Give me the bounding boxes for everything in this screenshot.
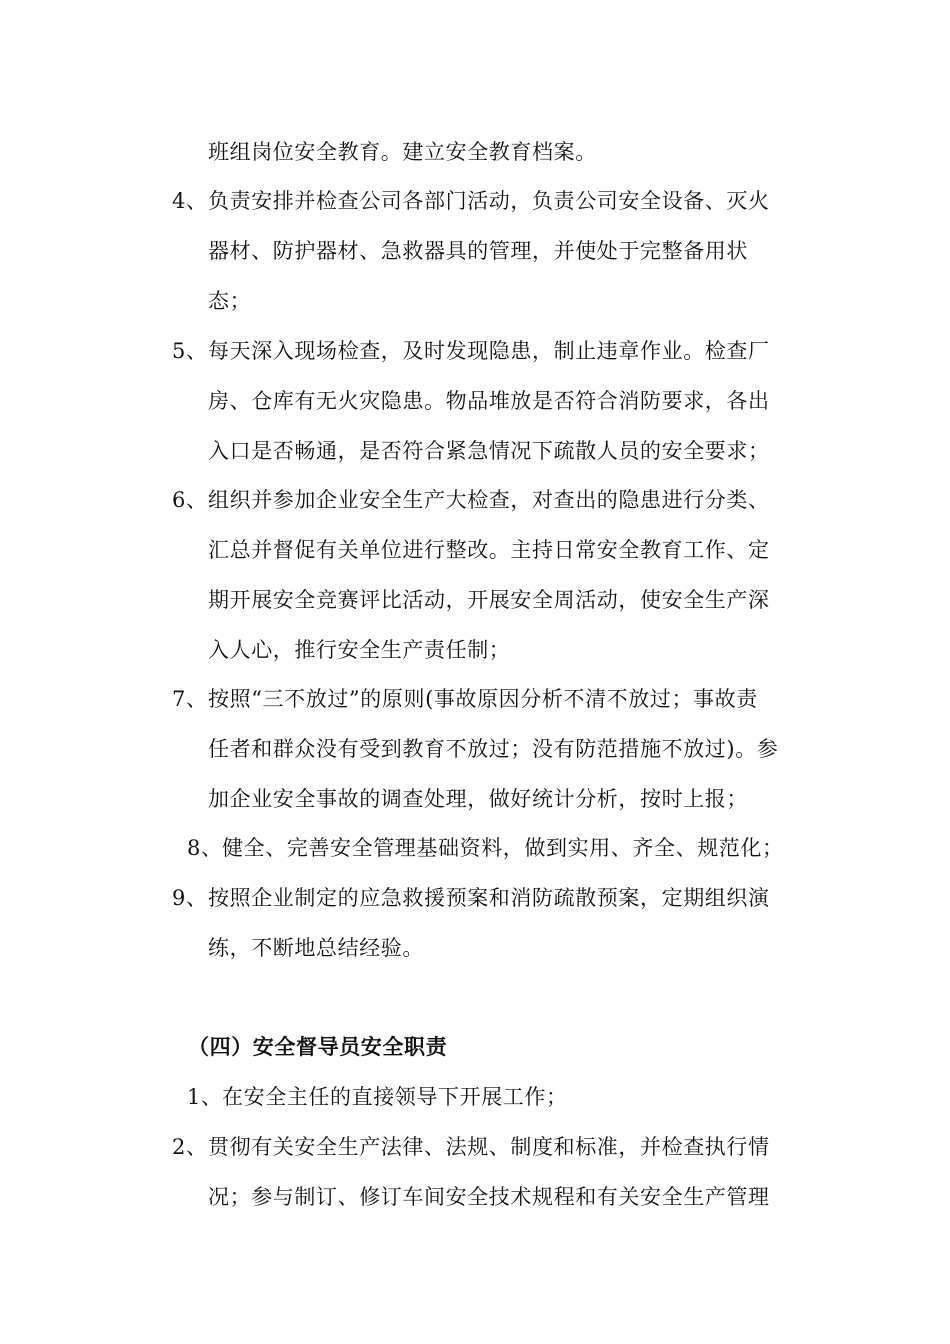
item-7-line-2: 任者和群众没有受到教育不放过；没有防范措施不放过)。参 (208, 737, 779, 761)
item-6-line-2: 汇总并督促有关单位进行整改。主持日常安全教育工作、定 (208, 538, 770, 562)
item-6-number: 6、 (172, 488, 208, 512)
continuation-line: 班组岗位安全教育。建立安全教育档案。 (208, 140, 597, 164)
section-item-1-line-1: 在安全主任的直接领导下开展工作； (222, 1085, 568, 1109)
item-7-number: 7、 (172, 687, 208, 711)
item-8-line-1: 健全、完善安全管理基础资料，做到实用、齐全、规范化； (222, 836, 784, 860)
item-4-number: 4、 (172, 189, 208, 213)
section-item-1-number: 1、 (187, 1085, 223, 1109)
section-heading: （四）安全督导员安全职责 (188, 1034, 448, 1059)
item-4-line-2: 器材、防护器材、急救器具的管理，并使处于完整备用状 (208, 239, 748, 263)
item-7-line-1: 按照“三不放过”的原则(事故原因分析不清不放过；事故责 (208, 687, 758, 711)
item-5-line-1: 每天深入现场检查，及时发现隐患，制止违章作业。检查厂 (208, 339, 770, 363)
item-4-line-1: 负责安排并检查公司各部门活动，负责公司安全设备、灭火 (208, 189, 770, 213)
section-item-2-line-2: 况；参与制订、修订车间安全技术规程和有关安全生产管理 (208, 1185, 770, 1209)
item-9-line-1: 按照企业制定的应急救援预案和消防疏散预案，定期组织演 (208, 886, 770, 910)
item-5-line-2: 房、仓库有无火灾隐患。物品堆放是否符合消防要求，各出 (208, 389, 770, 413)
item-6-line-1: 组织并参加企业安全生产大检查，对查出的隐患进行分类、 (208, 488, 770, 512)
item-6-line-3: 期开展安全竞赛评比活动，开展安全周活动，使安全生产深 (208, 588, 770, 612)
section-item-2-number: 2、 (172, 1135, 208, 1159)
item-5-line-3: 入口是否畅通，是否符合紧急情况下疏散人员的安全要求； (208, 439, 770, 463)
item-9-number: 9、 (172, 886, 208, 910)
item-7-line-3: 加企业安全事故的调查处理，做好统计分析，按时上报； (208, 787, 748, 811)
item-9-line-2: 练，不断地总结经验。 (208, 936, 424, 960)
item-6-line-4: 入人心，推行安全生产责任制； (208, 638, 511, 662)
section-item-2-line-1: 贯彻有关安全生产法律、法规、制度和标准，并检查执行情 (208, 1135, 770, 1159)
item-5-number: 5、 (172, 339, 208, 363)
item-8-number: 8、 (187, 836, 223, 860)
item-4-line-3: 态； (208, 289, 252, 313)
